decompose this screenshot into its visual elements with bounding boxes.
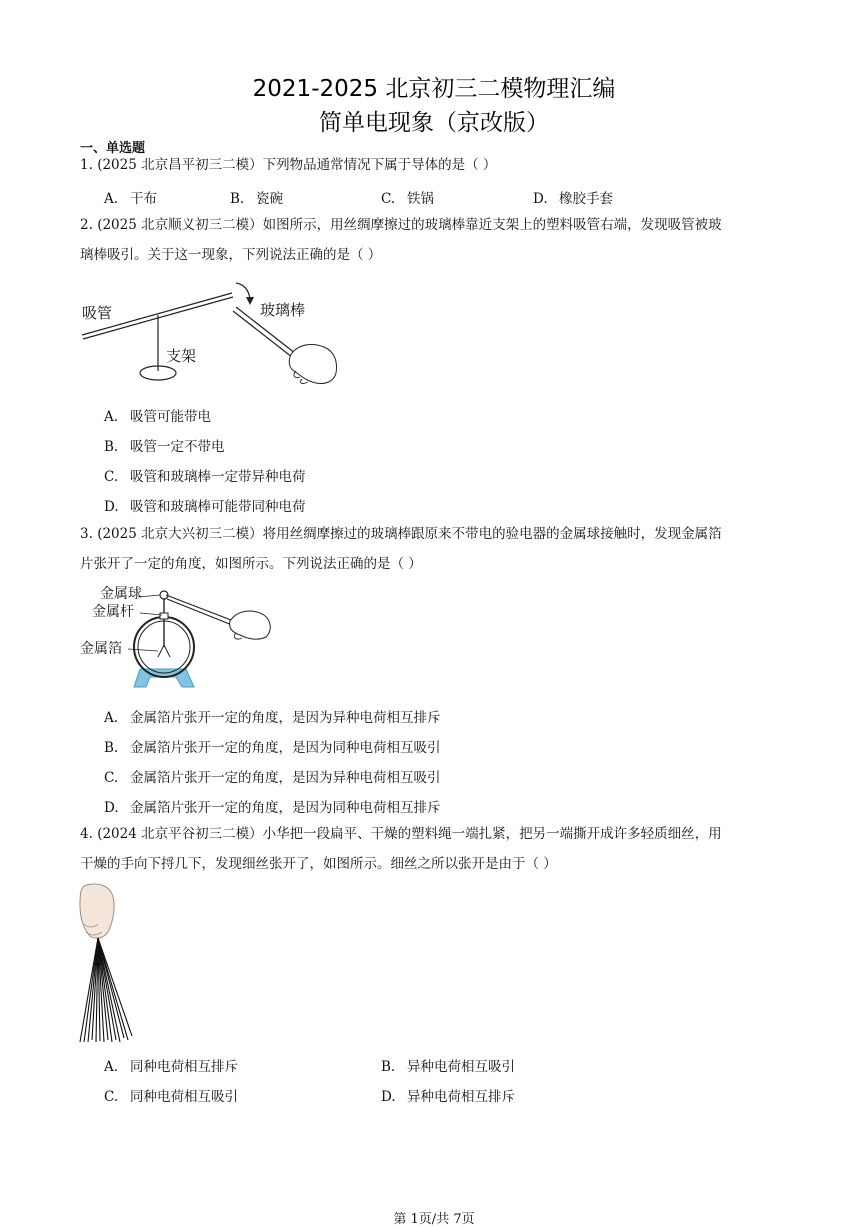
q3-option-a[interactable]: A. 金属箔片张开一定的角度，是因为异种电荷相互排斥 — [104, 710, 441, 726]
label-support: 支架 — [166, 347, 197, 365]
question-3-line-2: 片张开了一定的角度，如图所示。下列说法正确的是（ ） — [80, 556, 422, 572]
q4-option-b[interactable]: B. 异种电荷相互吸引 — [381, 1059, 515, 1075]
plastic-strands — [80, 938, 132, 1042]
q1-option-c[interactable]: C. 铁锅 — [381, 191, 434, 207]
question-1 — [80, 157, 496, 173]
q2-option-a[interactable]: A. 吸管可能带电 — [104, 409, 211, 425]
label-metal-foil: 金属箔 — [80, 641, 122, 657]
question-number: 2. — [80, 217, 93, 233]
label-straw: 吸管 — [82, 304, 113, 322]
label-glass-rod: 玻璃棒 — [260, 301, 306, 319]
question-number: 4. — [80, 826, 93, 842]
question-text: (2024 北京平谷初三二模）小华把一段扁平、干燥的塑料绳一端扎紧，把另一端撕开成许多轻质细丝，用 — [97, 826, 722, 842]
section-heading: 一、单选题 — [80, 141, 146, 156]
question-2-line-2: 璃棒吸引。关于这一现象，下列说法正确的是（ ） — [80, 247, 382, 263]
q1-option-b[interactable]: B. 瓷碗 — [230, 191, 283, 207]
q3-option-b[interactable]: B. 金属箔片张开一定的角度，是因为同种电荷相互吸引 — [104, 740, 441, 756]
question-4-line-2: 干燥的手向下捋几下，发现细丝张开了，如图所示。细丝之所以张开是由于（ ） — [80, 856, 557, 872]
hand-shape — [80, 884, 114, 938]
arrow-head — [246, 297, 254, 305]
q2-option-c[interactable]: C. 吸管和玻璃棒一定带异种电荷 — [104, 469, 306, 485]
question-3 — [80, 526, 722, 542]
question-text: (2025 北京大兴初三二模）将用丝绸摩擦过的玻璃棒跟原来不带电的验电器的金属球接触时，发现金属箔 — [97, 526, 722, 542]
question-number: 3. — [80, 526, 93, 542]
q2-option-d[interactable]: D. 吸管和玻璃棒可能带同种电荷 — [104, 499, 306, 515]
q4-option-c[interactable]: C. 同种电荷相互吸引 — [104, 1089, 238, 1105]
q4-option-a[interactable]: A. 同种电荷相互排斥 — [104, 1059, 238, 1075]
q1-option-a[interactable]: A. 干布 — [104, 191, 157, 207]
page-footer: 第 1页/共 7页 — [393, 1212, 475, 1227]
foil-right — [164, 645, 170, 657]
q3-option-d[interactable]: D. 金属箔片张开一定的角度，是因为同种电荷相互排斥 — [104, 800, 441, 816]
label-metal-rod: 金属杆 — [92, 604, 134, 620]
foil-left — [158, 645, 164, 657]
question-2 — [80, 217, 722, 233]
question-text: (2025 北京昌平初三二模）下列物品通常情况下属于导体的是（ ） — [97, 157, 497, 173]
q1-option-d[interactable]: D. 橡胶手套 — [533, 191, 613, 207]
question-text: (2025 北京顺义初三二模）如图所示，用丝绸摩擦过的玻璃棒靠近支架上的塑料吸管右端，发现吸管被玻 — [97, 217, 722, 233]
hand-shape — [230, 611, 271, 639]
q4-option-d[interactable]: D. 异种电荷相互排斥 — [381, 1089, 515, 1105]
plastic-strands-figure — [76, 882, 138, 1047]
rotation-arrow — [236, 283, 250, 299]
page-title: 2021-2025 北京初三二模物理汇编 — [252, 76, 616, 102]
question-number: 1. — [80, 157, 93, 173]
q3-option-c[interactable]: C. 金属箔片张开一定的角度，是因为异种电荷相互吸引 — [104, 770, 441, 786]
q2-option-b[interactable]: B. 吸管一定不带电 — [104, 439, 225, 455]
electroscope-figure — [78, 583, 278, 693]
page-subtitle: 简单电现象（京改版） — [319, 110, 549, 136]
straw-glass-rod-figure — [78, 275, 340, 393]
label-metal-ball: 金属球 — [100, 586, 142, 602]
question-4 — [80, 826, 722, 842]
